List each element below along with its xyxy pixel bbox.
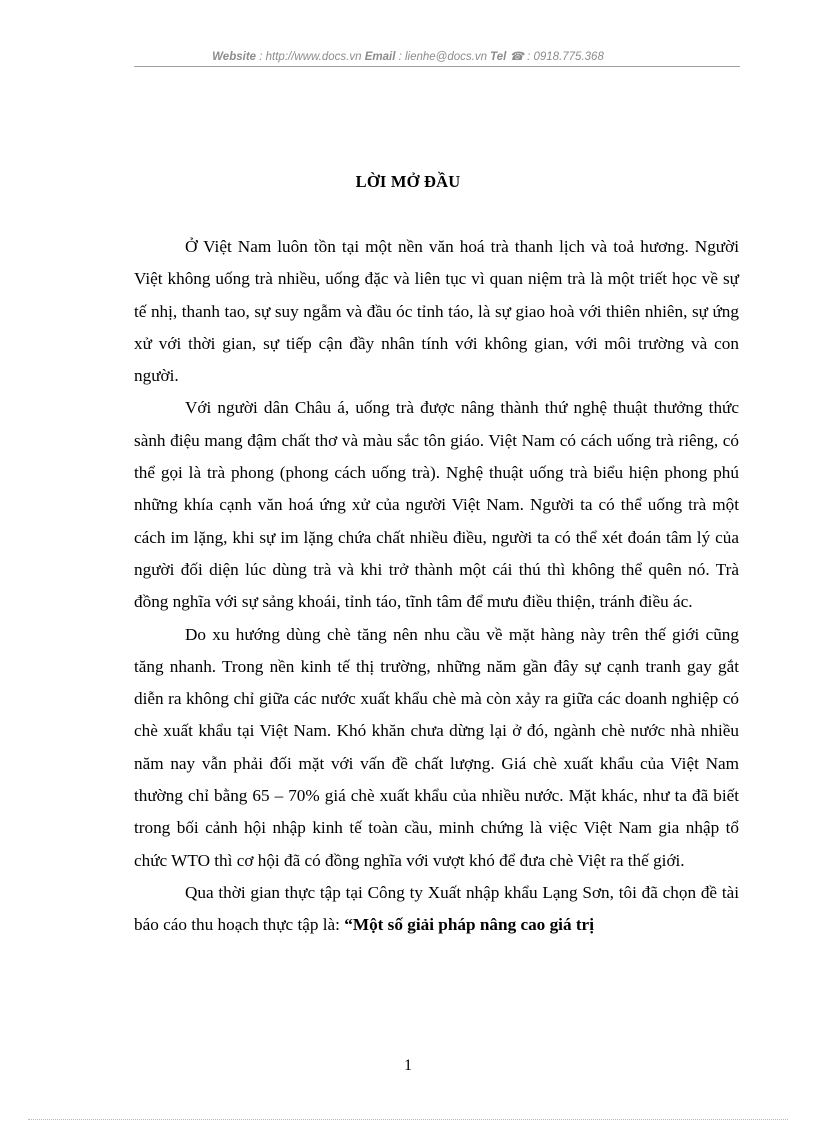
paragraph-1: Ở Việt Nam luôn tồn tại một nền văn hoá trà thanh lịch và toả hương. Người Việt không uống trà nhiều, uống đặc và liên tục vì quan niệm trà là một triết học về sự tế nhị, thanh tao, sự suy ngẫm và đầu óc tỉnh táo, là sự giao hoà với thiên nhiên, sự ứng xử với thời gian, sự tiếp cận đầy nhân tính với không gian, với môi trường và con người. (134, 237, 739, 386)
paragraph-2: Với người dân Châu á, uống trà được nâng thành thứ nghệ thuật thưởng thức sành điệu mang đậm chất thơ và màu sắc tôn giáo. Việt Nam có cách uống trà riêng, có thể gọi là trà phong (phong cách uống trà). Nghệ thuật uống trà biểu hiện phong phú những khía cạnh văn hoá ứng xử của người Việt Nam. Người ta có thể uống trà một cách im lặng, khi sự im lặng chứa chất nhiều điều, người ta có thể xét đoán tâm lý của người đối diện lúc dùng trà và khi trở thành một cái thú thì không thể quên nó. Trà đồng nghĩa với sự sảng khoái, tỉnh táo, tĩnh tâm để mưu điều thiện, tránh điều ác. (134, 398, 739, 612)
website-value: : http://www.docs.vn (256, 51, 365, 63)
website-label: Website (212, 51, 257, 63)
page-header (0, 49, 816, 63)
email-label: Email (364, 51, 396, 63)
tel-label: Tel (490, 51, 507, 63)
tel-value: : 0918.775.368 (523, 51, 604, 63)
phone-icon: ☎ (509, 51, 524, 63)
document-body (134, 231, 739, 942)
thesis-topic-title: “Một số giải pháp nâng cao giá trị (344, 915, 594, 935)
page-number: 1 (404, 1057, 412, 1074)
header-divider (134, 66, 740, 67)
footer-divider (28, 1119, 788, 1120)
document-title: LỜI MỞ ĐẦU (355, 172, 461, 191)
paragraph-3: Do xu hướng dùng chè tăng nên nhu cầu về mặt hàng này trên thế giới cũng tăng nhanh. Trong nền kinh tế thị trường, những năm gần đây sự cạnh tranh gay gắt diễn ra không chỉ giữa các nước xuất khẩu chè mà còn xảy ra giữa các doanh nghiệp có chè xuất khẩu tại Việt Nam. Khó khăn chưa dừng lại ở đó, ngành chè nước nhà nhiều năm nay vẫn phải đối mặt với vấn đề chất lượng. Giá chè xuất khẩu của Việt Nam thường chỉ bằng 65 – 70% giá chè xuất khẩu của nhiều nước. Mặt khác, như ta đã biết trong bối cảnh hội nhập kinh tế toàn cầu, minh chứng là việc Việt Nam gia nhập tổ chức WTO thì cơ hội đã có đồng nghĩa với vượt khó để đưa chè Việt ra thế giới. (134, 624, 739, 870)
email-value: : lienhe@docs.vn (395, 51, 491, 63)
paragraph-4 (134, 877, 739, 942)
paragraph-4-text: Qua thời gian thực tập tại Công ty Xuất nhập khẩu Lạng Sơn, tôi đã chọn đề tài báo cáo thu hoạch thực tập là: (134, 882, 739, 935)
